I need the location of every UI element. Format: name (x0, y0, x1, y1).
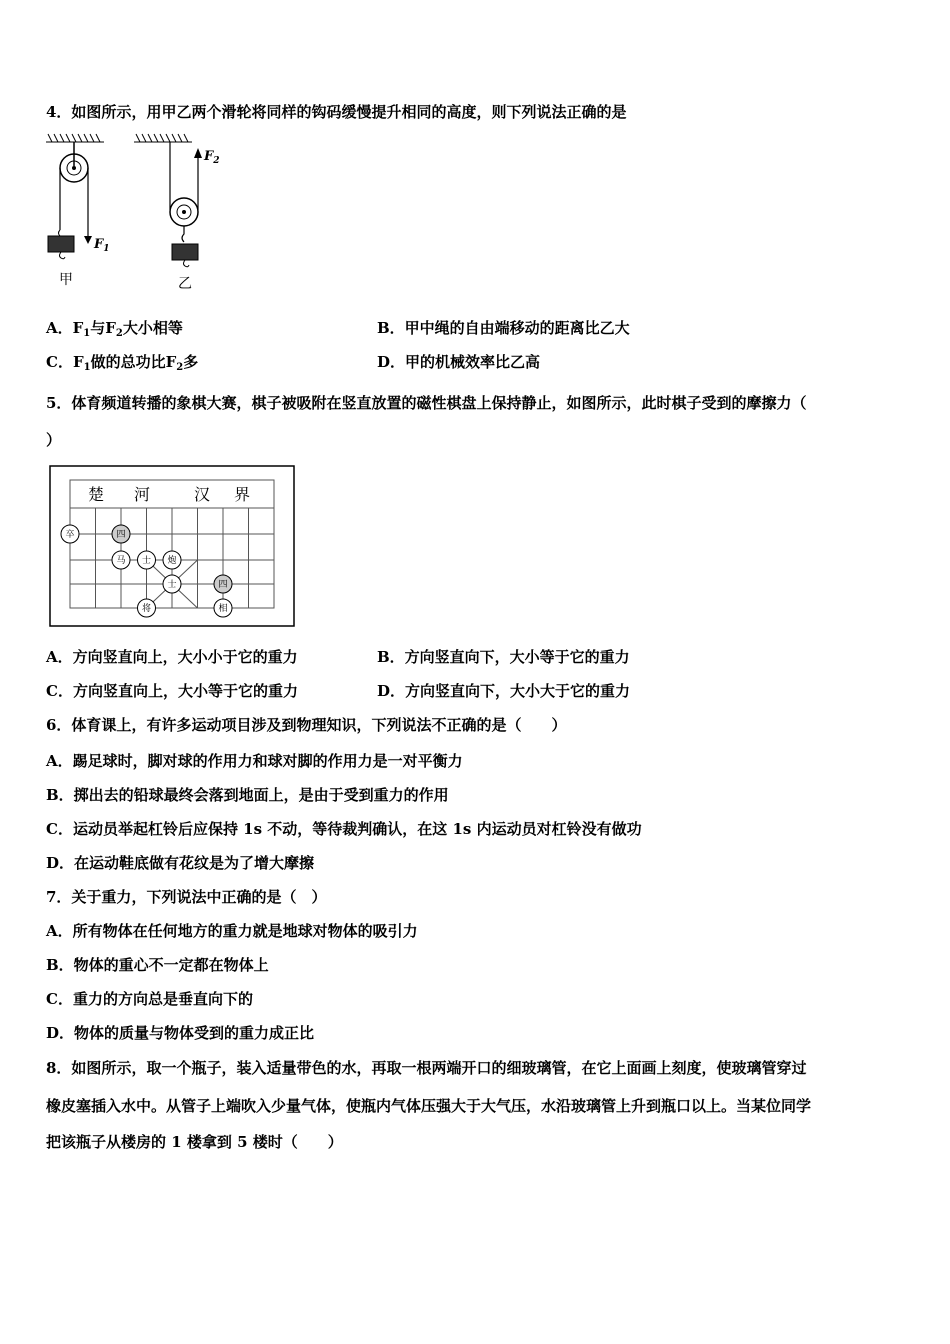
svg-text:炮: 炮 (167, 556, 177, 566)
q5-option-a[interactable]: A．方向竖直向上，大小小于它的重力 (46, 648, 298, 666)
chess-piece (112, 525, 130, 543)
q7-option-a[interactable]: A．所有物体在任何地方的重力就是地球对物体的吸引力 (46, 922, 418, 940)
q5-stem-line1: 5．体育频道转播的象棋大赛，棋子被吸附在竖直放置的磁性棋盘上保持静止，如图所示，此时棋子受到的摩擦力（ (46, 394, 807, 412)
weight-yi (172, 244, 198, 260)
chess-piece (138, 551, 156, 569)
river-char-3: 汉 (194, 485, 211, 504)
q6-option-d[interactable]: D．在运动鞋底做有花纹是为了增大摩擦 (46, 854, 315, 872)
chessboard-figure (48, 464, 298, 630)
river-char-2: 河 (134, 485, 151, 504)
q7-stem: 7．关于重力，下列说法中正确的是（ ） (46, 888, 327, 906)
svg-text:卒: 卒 (65, 530, 75, 540)
q4-option-d[interactable]: D．甲的机械效率比乙高 (377, 353, 541, 371)
q8-stem-line2: 橡皮塞插入水中。从管子上端吹入少量气体，使瓶内气体压强大于大气压，水沿玻璃管上升到瓶口以上。当某位同学 (46, 1097, 812, 1115)
q6-stem: 6．体育课上，有许多运动项目涉及到物理知识，下列说法不正确的是（ ） (46, 716, 567, 734)
weight-jia (48, 236, 74, 252)
svg-text:相: 相 (218, 604, 228, 614)
label-f1: $F_1$ (94, 237, 110, 254)
chess-piece (163, 575, 181, 593)
svg-text:马: 马 (116, 556, 126, 566)
q8-stem-line3: 把该瓶子从楼房的 1 楼拿到 5 楼时（ ） (46, 1133, 343, 1151)
river-char-4: 界 (234, 485, 251, 504)
q7-option-c[interactable]: C．重力的方向总是垂直向下的 (46, 990, 253, 1008)
chess-piece (214, 599, 232, 617)
q6-option-a[interactable]: A．踢足球时，脚对球的作用力和球对脚的作用力是一对平衡力 (46, 752, 463, 770)
label-f2: $F_2$ (204, 149, 220, 166)
chess-piece (112, 551, 130, 569)
chess-piece (214, 575, 232, 593)
q5-option-d[interactable]: D．方向竖直向下，大小大于它的重力 (377, 682, 631, 700)
q7-option-b[interactable]: B．物体的重心不一定都在物体上 (46, 956, 269, 974)
label-jia: 甲 (59, 272, 73, 288)
river-char-1: 楚 (88, 485, 105, 504)
q4-option-c[interactable]: C．$F_1$做的总功比$F_2$多 (46, 353, 199, 373)
svg-text:四: 四 (116, 530, 126, 540)
q4-option-b[interactable]: B．甲中绳的自由端移动的距离比乙大 (377, 319, 630, 337)
ceiling-yi (134, 134, 192, 142)
q5-stem-line2: ） (46, 431, 62, 449)
svg-text:将: 将 (141, 604, 152, 614)
q5-option-b[interactable]: B．方向竖直向下，大小等于它的重力 (377, 648, 630, 666)
svg-text:四: 四 (218, 580, 228, 590)
label-yi: 乙 (178, 276, 192, 292)
chess-piece (61, 525, 79, 543)
svg-text:士: 士 (167, 580, 177, 590)
q6-option-c[interactable]: C．运动员举起杠铃后应保持 1s 不动，等待裁判确认，在这 1s 内运动员对杠铃没有做功 (46, 820, 642, 838)
q6-option-b[interactable]: B．掷出去的铅球最终会落到地面上，是由于受到重力的作用 (46, 786, 449, 804)
chess-piece (138, 599, 156, 617)
chess-piece (163, 551, 181, 569)
q7-option-d[interactable]: D．物体的质量与物体受到的重力成正比 (46, 1024, 315, 1042)
q4-stem: 4．如图所示，用甲乙两个滑轮将同样的钩码缓慢提升相同的高度，则下列说法正确的是 (46, 103, 627, 121)
q8-stem-line1: 8．如图所示，取一个瓶子，装入适量带色的水，再取一根两端开口的细玻璃管，在它上面画上刻度，使玻璃管穿过 (46, 1059, 807, 1077)
q5-option-c[interactable]: C．方向竖直向上，大小等于它的重力 (46, 682, 298, 700)
ceiling-jia (46, 134, 104, 142)
pulley-figure (44, 132, 234, 292)
svg-text:士: 士 (141, 556, 152, 566)
q4-option-a[interactable]: A．$F_1$与$F_2$大小相等 (46, 319, 183, 339)
